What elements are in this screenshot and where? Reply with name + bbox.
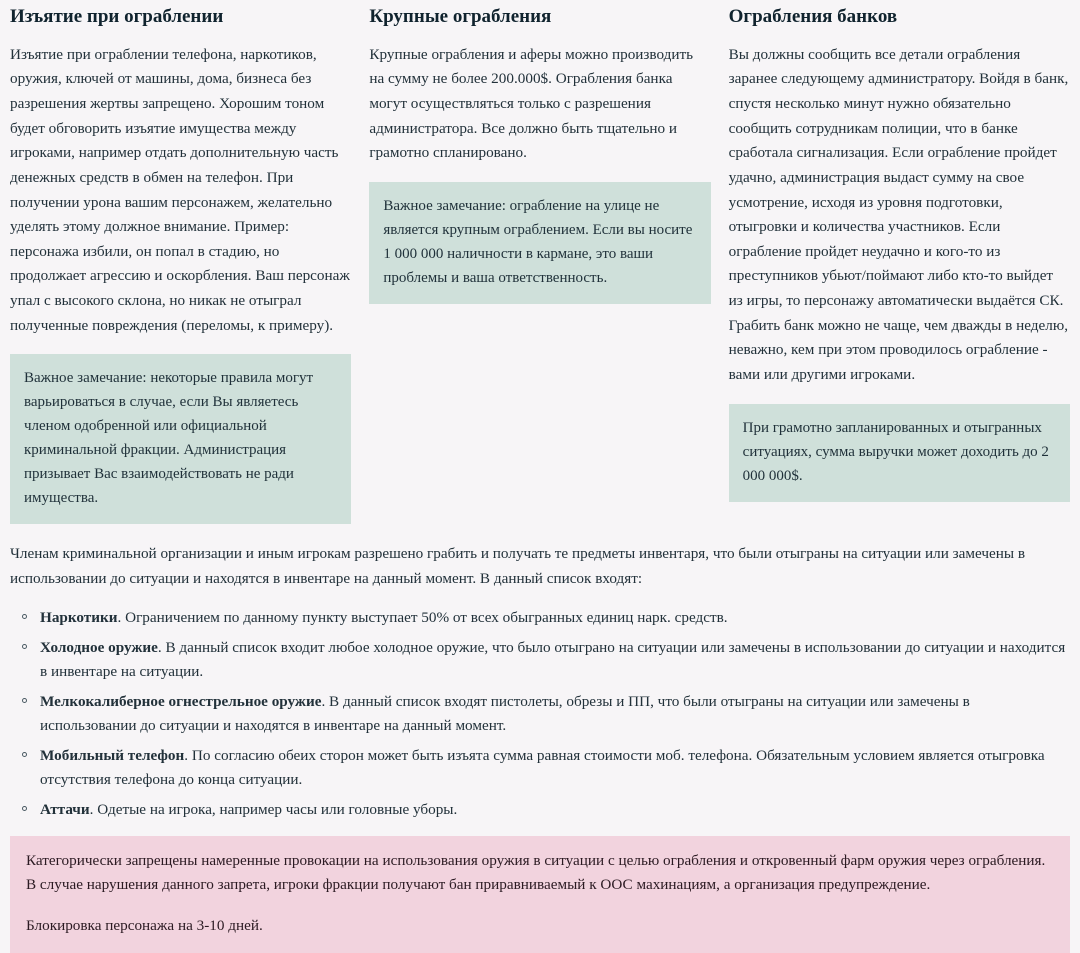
rules-list [10,606,1070,822]
three-column-section [10,0,1070,524]
list-item-term: Мобильный телефон [40,746,185,764]
intro-paragraph: Членам криминальной организации и иным игрокам разрешено грабить и получать те предметы инвентаря, что были отыграны на ситуации или замечены в использовании до ситуации и находятся в инвентаре на данный момент. В данный список входят: [10,545,1026,587]
list-item [20,606,1070,630]
column-major-robberies [369,6,710,524]
list-item-text: . Одетые на игрока, например часы или головные уборы. [89,800,458,818]
list-item-term: Наркотики [40,608,118,626]
warning-paragraph-primary: Категорически запрещены намеренные провокации на использования оружия в ситуации с целью ограбления и откровенный фарм оружия через ограбления. В случае нарушения данного запрета, игроки фракции получают бан приравниваемый к ООС махинациям, а организация предупреждение. [26,851,1046,894]
warning-block [10,836,1070,953]
list-item-term: Холодное оружие [40,638,158,656]
column-body-text: Вы должны сообщить все детали ограбления заранее следующему администратору. Войдя в банк, спустя несколько минут нужно обязательно сообщить сотрудникам полиции, что в банке сработала сигнализация. Если ограбление пройдет удачно, администрация выдаст сумму на свое усмотрение, исходя из уровня подготовки, отыгровки и количества участников. Если ограбление пройдет неудачно и кого-то из преступников убьют/поймают либо кто-то выйдет из игры, то персонажу автоматически выдаётся СК. Грабить банк можно не чаще, чем дважды в неделю, неважно, кем при этом проводилось ограбление - вами или другими игроками. [728,45,1069,383]
important-note: При грамотно запланированных и отыгранных ситуациях, сумма выручки может доходить до 2 000 000$. [729,404,1070,502]
list-item [20,636,1070,684]
list-item-text: . В данный список входят пистолеты, обрезы и ПП, что были отыграны на ситуации или замечены в использовании до ситуации и находятся в инвентаре на данный момент. [40,692,970,734]
list-item-term: Аттачи [40,800,90,818]
important-note: Важное замечание: ограбление на улице не является крупным ограблением. Если вы носите 1 000 000 наличности в кармане, это ваши проблемы и ваша ответственность. [369,182,710,304]
column-title: Крупные ограбления [369,6,552,27]
column-bank-robberies [729,6,1070,524]
list-item [20,690,1070,738]
column-body-text: Крупные ограбления и аферы можно производить на сумму не более 200.000$. Ограбления банка могут осуществляться только с разрешения администратора. Все должно быть тщательно и грамотно спланировано. [369,45,694,162]
column-title: Ограбления банков [728,6,898,27]
column-body-text: Изъятие при ограблении телефона, наркотиков, оружия, ключей от машины, дома, бизнеса без разрешения жертвы запрещено. Хорошим тоном будет обговорить изъятие имущества между игроками, например отдать дополнительную часть денежных средств в обмен на телефон. При получении урона вашим персонажем, желательно уделять этому должное внимание. Пример: персонажа избили, он попал в стадию, но продолжает агрессию и оскорбления. Ваш персонаж упал с высокого склона, но никак не отыграл полученные повреждения (переломы, к примеру). [10,45,350,334]
warning-paragraph-penalty: Блокировка персонажа на 3-10 дней. [26,916,263,934]
list-item-text: . Ограничением по данному пункту выступает 50% от всех обыгранных единиц нарк. средств. [117,608,728,626]
column-seizure [10,6,351,524]
list-item-text: . По согласию обеих сторон может быть изъята сумма равная стоимости моб. телефона. Обязательным условием является отыгровка отсутствия телефона до конца ситуации. [40,746,1045,788]
list-item-text: . В данный список входит любое холодное оружие, что было отыграно на ситуации или замечены в использовании до ситуации и находится в инвентаре на ситуации. [40,638,1066,680]
list-item [20,798,1070,822]
important-note: Важное замечание: некоторые правила могут варьироваться в случае, если Вы являетесь членом одобренной или официальной криминальной фракции. Администрация призывает Вас взаимодействовать не ради имущества. [10,354,351,524]
list-item [20,744,1070,792]
list-item-term: Мелкокалиберное огнестрельное оружие [40,692,322,710]
column-title: Изъятие при ограблении [10,6,224,27]
